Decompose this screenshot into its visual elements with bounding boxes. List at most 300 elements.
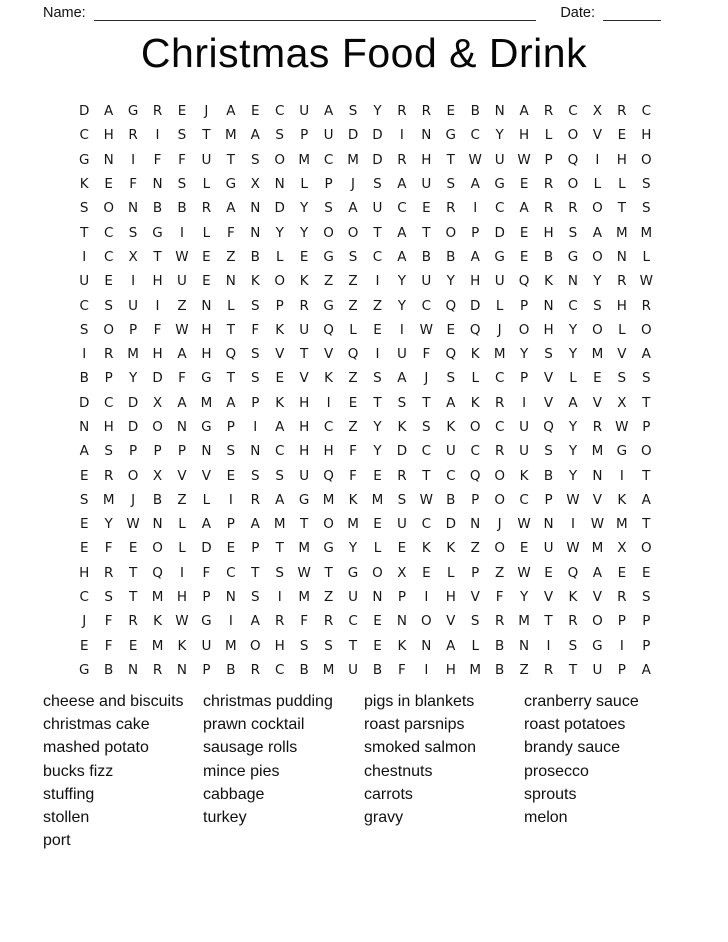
grid-cell: N	[421, 637, 432, 654]
grid-cell: N	[372, 589, 383, 606]
grid-cell: I	[179, 564, 184, 581]
word-list-item: pigs in blankets	[364, 693, 475, 710]
word-list-item: melon	[524, 809, 568, 827]
grid-cell: H	[641, 127, 652, 144]
word-list-column	[364, 690, 524, 852]
grid-cell: K	[544, 273, 553, 290]
grid-cell: O	[152, 419, 163, 435]
grid-cell: H	[519, 127, 530, 144]
grid-cell: E	[104, 176, 113, 193]
grid-cell: E	[519, 176, 529, 193]
grid-cell: C	[421, 297, 432, 314]
grid-cell: B	[446, 248, 456, 265]
grid-cell: M	[469, 661, 482, 678]
grid-cell: G	[152, 224, 163, 241]
grid-cell: L	[202, 176, 211, 193]
grid-cell: Q	[225, 346, 237, 363]
grid-cell: I	[228, 491, 233, 508]
grid-cell: T	[373, 224, 382, 241]
grid-cell: E	[373, 516, 382, 533]
grid-cell: O	[445, 224, 457, 241]
grid-cell: T	[251, 564, 260, 581]
grid-cell: W	[590, 516, 605, 533]
grid-cell: B	[226, 661, 236, 678]
grid-cell: F	[251, 321, 260, 338]
grid-cell: Q	[543, 419, 554, 435]
grid-cell: I	[375, 273, 380, 290]
grid-cell: K	[177, 637, 187, 654]
grid-cell: A	[446, 394, 456, 411]
grid-cell: E	[373, 637, 382, 654]
grid-cell: T	[300, 516, 309, 533]
grid-cell: R	[128, 127, 138, 144]
grid-cell: K	[299, 273, 309, 290]
word-list-item: cranberry sauce	[524, 693, 639, 710]
grid-cell: P	[129, 321, 138, 338]
grid-cell: D	[396, 443, 408, 460]
grid-cell: B	[421, 248, 431, 265]
grid-cell: V	[617, 346, 627, 363]
grid-cell: T	[422, 467, 431, 484]
grid-cell: E	[519, 224, 529, 241]
grid-cell: M	[322, 491, 335, 508]
grid-cell: C	[79, 297, 89, 314]
grid-cell: M	[640, 224, 653, 241]
grid-cell: H	[616, 297, 627, 314]
grid-cell: E	[79, 467, 89, 484]
grid-cell: L	[495, 297, 504, 314]
grid-cell: O	[152, 540, 163, 557]
grid-cell: B	[495, 661, 505, 678]
grid-cell: N	[176, 419, 188, 435]
grid-cell: L	[373, 540, 382, 557]
grid-cell: D	[201, 540, 212, 557]
grid-cell: L	[202, 224, 211, 241]
grid-cell: B	[104, 661, 114, 678]
grid-cell: A	[323, 103, 334, 120]
grid-cell: M	[616, 516, 628, 533]
grid-cell: S	[641, 589, 651, 606]
grid-cell: M	[225, 127, 237, 144]
grid-cell: N	[274, 176, 285, 193]
grid-cell: R	[201, 200, 212, 217]
grid-cell: K	[153, 613, 162, 630]
grid-cell: A	[226, 200, 236, 217]
grid-cell: P	[642, 637, 651, 654]
grid-cell: M	[591, 346, 604, 363]
grid-cell: B	[470, 103, 480, 120]
grid-cell: V	[177, 467, 187, 484]
grid-cell: V	[446, 613, 456, 630]
grid-cell: M	[322, 661, 335, 678]
grid-cell: G	[201, 613, 212, 630]
grid-cell: K	[348, 491, 358, 508]
grid-cell: T	[617, 200, 626, 217]
grid-cell: T	[422, 394, 431, 411]
grid-cell: Y	[568, 467, 578, 484]
grid-cell: W	[126, 516, 140, 533]
grid-cell: Q	[347, 346, 359, 363]
grid-cell: P	[471, 491, 480, 508]
grid-cell: T	[422, 224, 431, 241]
grid-cell: C	[494, 370, 505, 387]
grid-cell: M	[102, 491, 115, 508]
grid-cell: C	[275, 661, 285, 678]
grid-cell: N	[470, 516, 481, 533]
grid-cell: V	[592, 394, 603, 411]
grid-cell: Q	[445, 346, 457, 363]
grid-cell: P	[202, 589, 211, 606]
grid-cell: E	[128, 637, 138, 654]
grid-cell: P	[275, 297, 284, 314]
grid-cell: M	[151, 637, 164, 654]
word-list-item: turkey	[203, 809, 247, 827]
grid-cell: W	[517, 516, 531, 533]
grid-cell: C	[397, 200, 407, 217]
grid-cell: O	[592, 248, 603, 265]
grid-cell: W	[175, 613, 189, 630]
grid-cell: C	[323, 419, 334, 435]
grid-cell: F	[422, 346, 431, 363]
grid-cell: G	[201, 370, 212, 387]
grid-cell: F	[104, 637, 113, 654]
word-list-item: stollen	[43, 809, 90, 827]
grid-cell: C	[470, 127, 480, 144]
grid-cell: N	[152, 176, 163, 193]
grid-cell: A	[641, 346, 651, 363]
grid-cell: L	[447, 564, 455, 581]
grid-cell: R	[543, 176, 554, 193]
grid-cell: S	[641, 200, 651, 217]
grid-cell: I	[424, 589, 429, 606]
grid-cell: Y	[446, 273, 455, 290]
grid-cell: S	[373, 370, 382, 387]
grid-cell: M	[347, 516, 359, 533]
grid-cell: D	[347, 127, 359, 144]
grid-cell: W	[517, 564, 531, 581]
grid-cell: Y	[104, 516, 113, 533]
grid-cell: O	[127, 467, 139, 484]
grid-cell: G	[567, 248, 579, 265]
grid-cell: S	[250, 151, 260, 168]
grid-cell: E	[373, 613, 382, 630]
grid-cell: V	[299, 370, 309, 387]
grid-cell: C	[323, 151, 334, 168]
grid-cell: Y	[300, 200, 309, 217]
grid-cell: S	[299, 637, 309, 654]
word-list-item: smoked salmon	[364, 739, 477, 757]
grid-cell: J	[82, 613, 87, 630]
grid-cell: E	[348, 394, 358, 411]
grid-cell: G	[445, 127, 457, 144]
grid-cell: Z	[323, 273, 334, 290]
date-underline	[603, 5, 661, 21]
grid-cell: R	[494, 443, 505, 460]
grid-cell: M	[591, 540, 604, 557]
grid-cell: K	[324, 370, 334, 387]
grid-cell: T	[275, 540, 284, 557]
grid-cell: N	[543, 297, 554, 314]
grid-cell: C	[275, 443, 285, 460]
grid-cell: I	[179, 224, 184, 241]
grid-cell: A	[348, 200, 358, 217]
grid-cell: G	[347, 564, 359, 581]
grid-cell: U	[299, 103, 310, 120]
grid-cell: V	[543, 394, 554, 411]
grid-cell: S	[544, 346, 553, 363]
grid-cell: U	[494, 273, 505, 290]
grid-cell: S	[177, 127, 187, 144]
grid-cell: R	[543, 103, 554, 120]
grid-cell: H	[79, 564, 90, 581]
grid-cell: A	[250, 613, 260, 630]
grid-cell: R	[543, 200, 554, 217]
grid-cell: F	[178, 151, 186, 168]
grid-cell: V	[201, 467, 212, 484]
grid-cell: X	[592, 103, 603, 120]
grid-cell: S	[617, 370, 627, 387]
grid-cell: I	[131, 151, 136, 168]
grid-cell: M	[298, 589, 310, 606]
grid-cell: S	[348, 248, 358, 265]
grid-cell: O	[103, 200, 114, 217]
grid-cell: T	[348, 637, 358, 654]
grid-cell: L	[618, 321, 626, 338]
grid-cell: F	[153, 321, 162, 338]
grid-cell: C	[641, 103, 651, 120]
grid-cell: O	[372, 564, 383, 581]
grid-cell: K	[470, 346, 480, 363]
date-label: Date:	[560, 5, 595, 21]
grid-cell: W	[639, 273, 653, 290]
grid-cell: N	[592, 467, 603, 484]
grid-cell: Y	[568, 419, 578, 435]
grid-cell: R	[103, 564, 114, 581]
grid-cell: K	[397, 637, 407, 654]
word-list-column	[524, 690, 694, 852]
grid-cell: I	[399, 321, 404, 338]
grid-cell: A	[592, 564, 603, 581]
grid-cell: X	[152, 467, 163, 484]
grid-cell: H	[470, 273, 481, 290]
grid-cell: S	[641, 370, 651, 387]
grid-cell: T	[544, 613, 553, 630]
grid-cell: E	[373, 467, 382, 484]
grid-cell: G	[127, 103, 139, 120]
grid-cell: U	[348, 661, 358, 678]
grid-cell: S	[348, 103, 358, 120]
grid-cell: T	[642, 394, 651, 411]
grid-cell: H	[176, 589, 188, 606]
grid-cell: K	[446, 419, 456, 435]
grid-cell: F	[398, 661, 406, 678]
word-list-item: mince pies	[203, 762, 280, 780]
grid-cell: O	[640, 540, 652, 557]
grid-cell: N	[225, 273, 236, 290]
grid-cell: C	[568, 297, 578, 314]
grid-cell: A	[470, 248, 480, 265]
grid-cell: R	[103, 467, 114, 484]
grid-cell: X	[617, 394, 627, 411]
grid-cell: G	[494, 176, 505, 193]
grid-cell: R	[397, 467, 407, 484]
grid-cell: N	[176, 661, 188, 678]
grid-cell: E	[544, 564, 553, 581]
word-list-item: gravy	[364, 809, 404, 827]
grid-cell: P	[129, 443, 138, 460]
grid-cell: S	[568, 224, 578, 241]
grid-cell: I	[326, 394, 331, 411]
grid-cell: H	[152, 273, 163, 290]
grid-cell: C	[372, 248, 383, 265]
grid-cell: K	[397, 419, 407, 435]
grid-cell: I	[277, 589, 282, 606]
grid-cell: R	[103, 346, 114, 363]
grid-cell: R	[568, 613, 578, 630]
grid-cell: T	[324, 564, 333, 581]
grid-cell: S	[177, 176, 187, 193]
grid-cell: A	[226, 103, 236, 120]
grid-cell: D	[127, 419, 139, 435]
grid-cell: V	[592, 589, 603, 606]
grid-cell: N	[201, 297, 212, 314]
grid-cell: A	[275, 419, 285, 435]
grid-cell: P	[177, 443, 187, 460]
grid-cell: F	[202, 564, 211, 581]
grid-cell: A	[397, 248, 407, 265]
grid-cell: A	[250, 516, 260, 533]
grid-cell: F	[104, 540, 113, 557]
grid-cell: U	[494, 151, 505, 168]
grid-cell: I	[82, 346, 87, 363]
grid-cell: Q	[323, 321, 334, 338]
grid-cell: O	[323, 516, 334, 533]
grid-cell: A	[470, 176, 480, 193]
grid-cell: N	[128, 200, 139, 217]
grid-cell: W	[297, 564, 311, 581]
grid-cell: P	[202, 661, 211, 678]
grid-cell: A	[177, 394, 187, 411]
grid-cell: R	[592, 419, 603, 435]
grid-cell: V	[275, 346, 285, 363]
grid-cell: Z	[177, 297, 187, 314]
grid-cell: E	[275, 370, 284, 387]
grid-cell: S	[544, 443, 553, 460]
grid-cell: M	[273, 516, 286, 533]
grid-cell: M	[371, 491, 384, 508]
grid-cell: W	[419, 321, 434, 338]
grid-cell: T	[128, 564, 138, 581]
grid-cell: S	[128, 224, 138, 241]
grid-cell: N	[79, 419, 90, 435]
grid-cell: C	[568, 103, 578, 120]
grid-cell: J	[204, 103, 209, 120]
grid-cell: P	[520, 297, 529, 314]
grid-cell: T	[300, 346, 309, 363]
grid-cell: R	[421, 103, 432, 120]
word-list-item: carrots	[364, 785, 413, 803]
grid-cell: Q	[323, 467, 334, 484]
grid-cell: T	[80, 224, 89, 241]
grid-cell: A	[519, 200, 529, 217]
word-list-item: prawn cocktail	[203, 716, 305, 734]
grid-cell: Z	[323, 589, 334, 606]
grid-cell: A	[641, 661, 651, 678]
grid-cell: Y	[495, 127, 504, 144]
grid-cell: T	[153, 248, 162, 265]
grid-cell: U	[543, 540, 554, 557]
grid-cell: F	[349, 467, 357, 484]
grid-cell: B	[177, 200, 187, 217]
grid-cell: T	[373, 394, 382, 411]
grid-cell: N	[519, 637, 530, 654]
grid-cell: M	[225, 637, 237, 654]
grid-cell: C	[79, 127, 89, 144]
grid-cell: J	[497, 516, 502, 533]
grid-cell: P	[520, 370, 529, 387]
grid-cell: F	[300, 613, 309, 630]
grid-cell: W	[175, 321, 189, 338]
grid-cell: Q	[469, 321, 481, 338]
word-list-item: port	[43, 832, 71, 850]
grid-cell: N	[616, 248, 627, 265]
grid-cell: R	[128, 613, 138, 630]
grid-cell: K	[275, 394, 285, 411]
grid-cell: P	[642, 419, 651, 435]
grid-cell: E	[79, 637, 89, 654]
grid-cell: E	[373, 321, 382, 338]
grid-cell: O	[494, 467, 505, 484]
grid-cell: P	[104, 370, 113, 387]
grid-cell: J	[351, 176, 356, 193]
grid-cell: B	[152, 200, 163, 217]
grid-cell: B	[543, 467, 554, 484]
grid-cell: Y	[397, 273, 407, 290]
grid-cell: A	[519, 103, 529, 120]
grid-cell: H	[103, 419, 114, 435]
grid-cell: D	[79, 394, 90, 411]
grid-cell: F	[495, 589, 504, 606]
grid-cell: G	[298, 491, 310, 508]
grid-cell: P	[153, 443, 162, 460]
grid-cell: P	[544, 491, 553, 508]
grid-cell: Z	[495, 564, 505, 581]
grid-cell: N	[250, 224, 261, 241]
grid-cell: A	[568, 394, 578, 411]
word-list-column	[43, 690, 203, 852]
grid-cell: E	[397, 540, 407, 557]
grid-cell: S	[324, 200, 333, 217]
grid-cell: O	[421, 613, 432, 630]
grid-cell: I	[522, 394, 527, 411]
grid-cell: H	[274, 637, 285, 654]
grid-cell: L	[300, 176, 308, 193]
grid-cell: A	[397, 224, 407, 241]
grid-cell: T	[226, 151, 235, 168]
grid-cell: G	[323, 540, 334, 557]
grid-cell: N	[128, 661, 139, 678]
grid-cell: U	[128, 297, 139, 314]
grid-cell: O	[347, 224, 359, 241]
grid-cell: E	[251, 103, 260, 120]
grid-cell: S	[250, 370, 260, 387]
grid-cell: M	[347, 151, 359, 168]
grid-cell: O	[567, 127, 579, 144]
grid-cell: F	[104, 613, 113, 630]
grid-cell: E	[422, 564, 431, 581]
grid-cell: Y	[373, 103, 382, 120]
grid-cell: K	[568, 589, 578, 606]
